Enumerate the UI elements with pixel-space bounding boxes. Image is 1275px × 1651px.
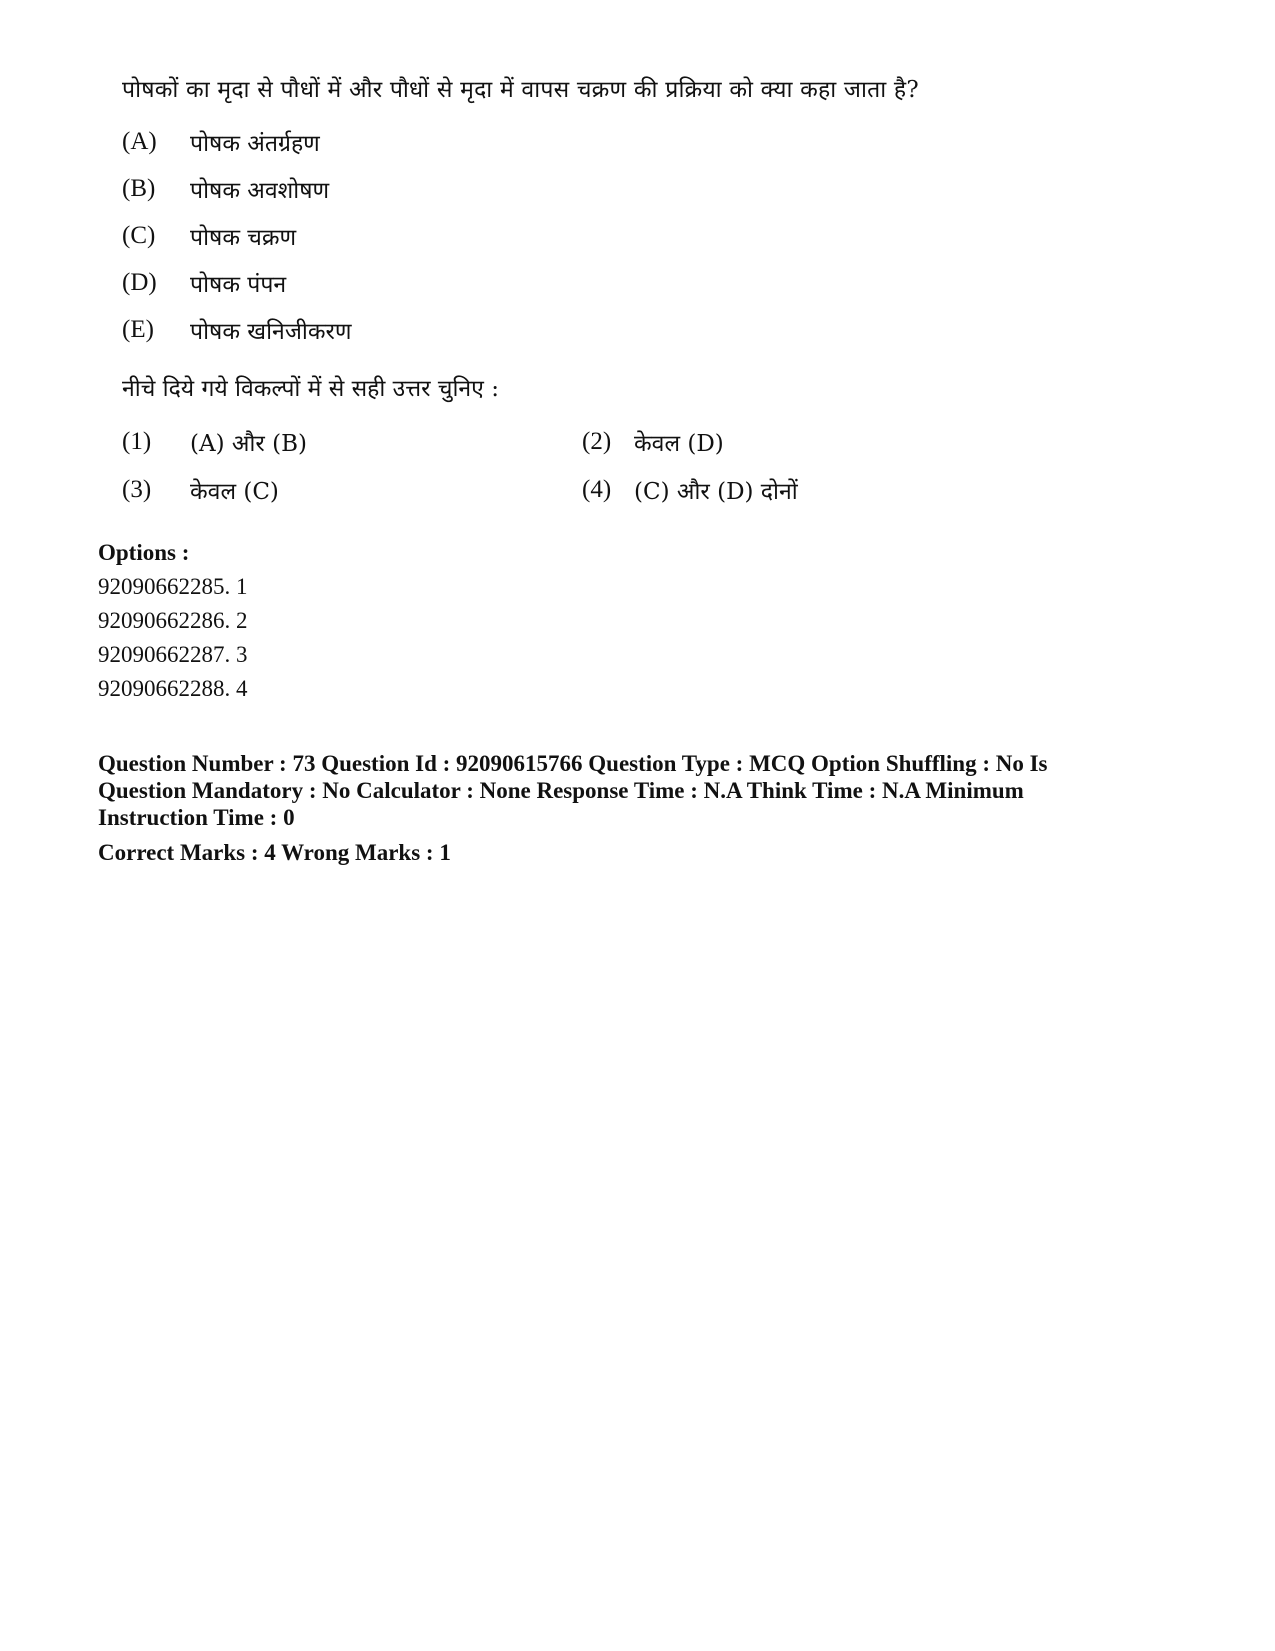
option-item: 92090662286. 2 <box>98 608 248 633</box>
answer-choice-4 <box>582 469 1002 511</box>
statement-label: (A) <box>122 127 157 155</box>
choice-number: (2) <box>582 428 612 455</box>
choice-number: (4) <box>582 476 612 503</box>
statement-label: (E) <box>122 315 154 343</box>
choice-text: (C) और (D) दोनों <box>634 479 798 505</box>
question-meta <box>98 750 1138 866</box>
statement-text: पोषक अवशोषण <box>190 177 330 204</box>
statement-label: (C) <box>122 221 156 249</box>
statement-text: पोषक पंपन <box>190 271 287 298</box>
question-text: पोषकों का मृदा से पौधों में और पौधों से मृदा में वापस चक्रण की प्रक्रिया को क्या कहा जाता है? <box>122 77 919 103</box>
choice-number: (1) <box>122 428 152 455</box>
answer-choice-3 <box>122 469 582 511</box>
statement-text: पोषक अंतर्ग्रहण <box>190 130 320 157</box>
option-item: 92090662287. 3 <box>98 642 248 667</box>
question-block <box>122 70 1022 511</box>
option-item: 92090662285. 1 <box>98 574 248 599</box>
statement-text: पोषक चक्रण <box>190 224 297 251</box>
statement-label: (B) <box>122 174 156 202</box>
meta-line-1: Question Number : 73 Question Id : 92090615766 Question Type : MCQ Option Shuffling : No Is <box>98 751 1048 776</box>
answer-choice-2 <box>582 421 1002 463</box>
choice-text: (A) और (B) <box>190 431 307 457</box>
statement-item <box>122 306 1022 353</box>
statement-item <box>122 118 1022 165</box>
statement-list <box>122 118 1022 353</box>
marks-line: Correct Marks : 4 Wrong Marks : 1 <box>98 840 451 865</box>
meta-line-2: Question Mandatory : No Calculator : None Response Time : N.A Think Time : N.A Minimum <box>98 778 1024 803</box>
statement-item <box>122 212 1022 259</box>
statement-text: पोषक खनिजीकरण <box>190 318 352 345</box>
options-block <box>98 536 248 706</box>
options-title: Options : <box>98 540 190 565</box>
option-item: 92090662288. 4 <box>98 676 248 701</box>
choice-text: केवल (D) <box>634 431 724 457</box>
statement-item <box>122 259 1022 306</box>
answer-choices <box>122 421 1022 511</box>
statement-label: (D) <box>122 268 157 296</box>
answer-instruction: नीचे दिये गये विकल्पों में से सही उत्तर चुनिए : <box>122 376 499 402</box>
statement-item <box>122 165 1022 212</box>
meta-line-3: Instruction Time : 0 <box>98 805 295 830</box>
answer-choice-1 <box>122 421 582 463</box>
choice-text: केवल (C) <box>190 479 279 505</box>
choice-number: (3) <box>122 476 152 503</box>
